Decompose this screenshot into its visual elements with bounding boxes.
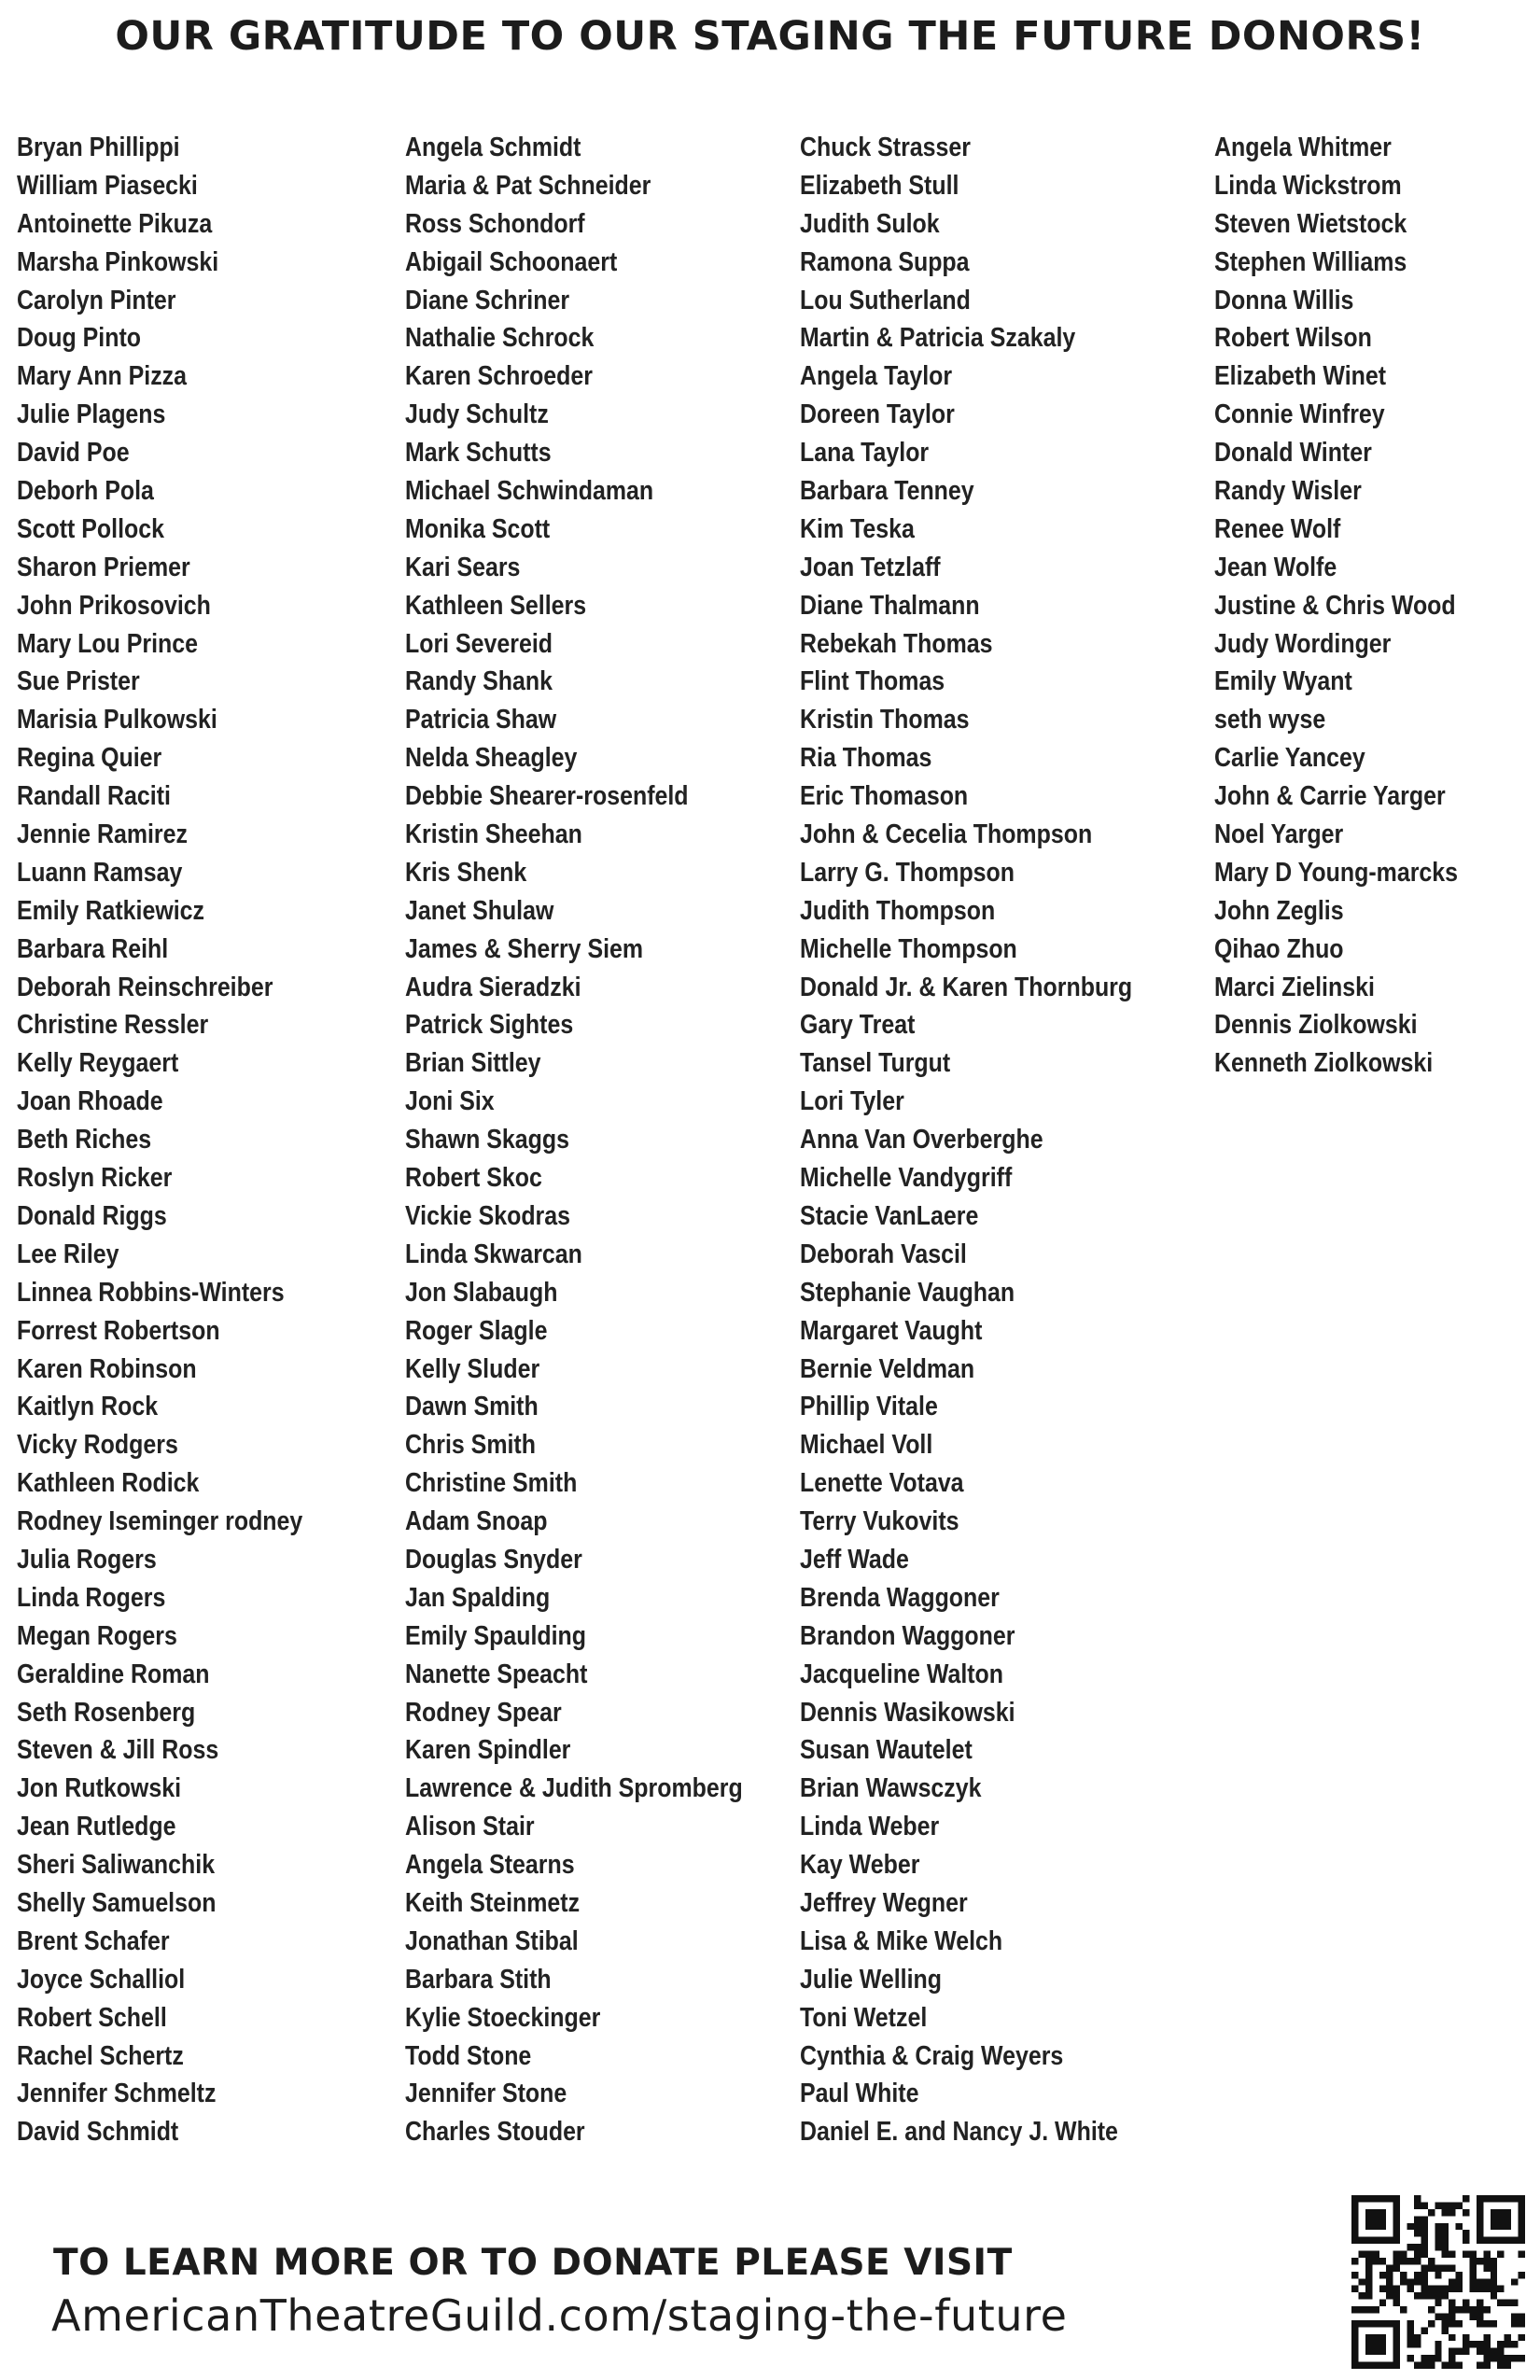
- donor-name: Marisia Pulkowski: [17, 705, 217, 735]
- donor-name: Julie Plagens: [17, 399, 166, 430]
- donor-name: Jan Spalding: [405, 1582, 551, 1613]
- donor-name: Todd Stone: [405, 2040, 532, 2071]
- donor-name: Joan Tetzlaff: [800, 552, 941, 582]
- donor-name: Qihao Zhuo: [1214, 933, 1344, 964]
- donor-name: Dennis Ziolkowski: [1214, 1010, 1418, 1041]
- donor-name: Antoinette Pikuza: [17, 208, 213, 239]
- page-title: OUR GRATITUDE TO OUR STAGING THE FUTURE DONORS!: [115, 13, 1425, 60]
- donor-name: Deborah Vascil: [800, 1239, 967, 1269]
- donor-column-4: [1214, 129, 1498, 1083]
- donor-name: Angela Whitmer: [1214, 133, 1392, 162]
- donor-name: Roger Slagle: [405, 1315, 548, 1346]
- donor-name: Deborh Pola: [17, 476, 154, 507]
- donor-name: Donna Willis: [1214, 285, 1354, 315]
- donor-name: Jennie Ramirez: [17, 819, 188, 850]
- donor-name: Linnea Robbins-Winters: [17, 1277, 285, 1308]
- donor-name: Lisa & Mike Welch: [800, 1925, 1003, 1956]
- donor-name: Ramona Suppa: [800, 246, 970, 277]
- donor-name: Flint Thomas: [800, 666, 945, 697]
- donor-name: Elizabeth Winet: [1214, 361, 1387, 392]
- donor-name: John Prikosovich: [17, 590, 211, 621]
- donor-name: Linda Wickstrom: [1214, 170, 1402, 201]
- donate-url-link[interactable]: AmericanTheatreGuild.com/staging-the-future: [51, 2290, 1068, 2341]
- donor-name: Joni Six: [405, 1086, 495, 1117]
- donor-name: James & Sherry Siem: [405, 933, 644, 964]
- donor-name: Steven & Jill Ross: [17, 1735, 219, 1766]
- donor-name: Terry Vukovits: [800, 1506, 959, 1537]
- donor-name: Dawn Smith: [405, 1392, 539, 1422]
- donor-name: Connie Winfrey: [1214, 399, 1385, 430]
- donor-name: Christine Smith: [405, 1468, 578, 1499]
- qr-code-icon[interactable]: [1351, 2195, 1525, 2369]
- donor-name: Emily Spaulding: [405, 1620, 587, 1651]
- donor-name: Susan Wautelet: [800, 1735, 973, 1766]
- donor-name: Elizabeth Stull: [800, 170, 959, 201]
- donor-name: seth wyse: [1214, 705, 1326, 735]
- donor-name: Alison Stair: [405, 1812, 535, 1842]
- donor-name: Bernie Veldman: [800, 1353, 975, 1384]
- donor-name: Angela Schmidt: [405, 133, 581, 162]
- donor-name: Shawn Skaggs: [405, 1125, 570, 1155]
- donor-name: Charles Stouder: [405, 2117, 585, 2148]
- donor-name: Vicky Rodgers: [17, 1430, 178, 1461]
- donor-name: Vickie Skodras: [405, 1200, 571, 1231]
- donor-name: Kristin Thomas: [800, 705, 970, 735]
- donor-name: John & Carrie Yarger: [1214, 781, 1446, 812]
- donor-name: Donald Winter: [1214, 438, 1372, 469]
- donor-name: Linda Rogers: [17, 1582, 166, 1613]
- donor-name: Ross Schondorf: [405, 208, 585, 239]
- donor-name: Anna Van Overberghe: [800, 1125, 1043, 1155]
- donor-name: Doreen Taylor: [800, 399, 955, 430]
- donor-name: Nathalie Schrock: [405, 323, 595, 354]
- donor-name: Jennifer Stone: [405, 2079, 567, 2109]
- donor-name: Stephanie Vaughan: [800, 1277, 1015, 1308]
- donor-name: Dennis Wasikowski: [800, 1697, 1015, 1728]
- donor-name: Jon Rutkowski: [17, 1773, 182, 1804]
- donor-name: Donald Riggs: [17, 1200, 167, 1231]
- donor-name: Steven Wietstock: [1214, 208, 1407, 239]
- donor-name: Rodney Iseminger rodney: [17, 1506, 303, 1537]
- donor-name: Luann Ramsay: [17, 857, 183, 888]
- donor-name: Michelle Thompson: [800, 933, 1017, 964]
- donor-name: Randall Raciti: [17, 781, 171, 812]
- donor-name: Kris Shenk: [405, 857, 527, 888]
- donor-name: John & Cecelia Thompson: [800, 819, 1093, 850]
- donor-name: Forrest Robertson: [17, 1315, 220, 1346]
- donor-name: Lori Tyler: [800, 1086, 904, 1117]
- donor-name: Mary Lou Prince: [17, 628, 199, 659]
- donor-name: Ria Thomas: [800, 743, 932, 774]
- donor-name: Jacqueline Walton: [800, 1659, 1004, 1689]
- donor-name: Geraldine Roman: [17, 1659, 210, 1689]
- donor-name: Michael Schwindaman: [405, 476, 654, 507]
- donor-name: Linda Skwarcan: [405, 1239, 582, 1269]
- donor-name: Kari Sears: [405, 552, 521, 582]
- donor-name: Marci Zielinski: [1214, 972, 1375, 1002]
- donor-name: Marsha Pinkowski: [17, 246, 219, 277]
- donor-name: Judith Sulok: [800, 208, 940, 239]
- donor-name: Noel Yarger: [1214, 819, 1344, 850]
- donor-name: Lana Taylor: [800, 438, 930, 469]
- donor-name: Lou Sutherland: [800, 285, 971, 315]
- donor-name: Doug Pinto: [17, 323, 141, 354]
- donor-name: Judith Thompson: [800, 895, 996, 926]
- donor-name: Brian Wawsczyk: [800, 1773, 982, 1804]
- donor-name: Jeff Wade: [800, 1544, 909, 1575]
- donor-name: Patrick Sightes: [405, 1010, 574, 1041]
- donor-name: Stacie VanLaere: [800, 1200, 979, 1231]
- donor-name: Jon Slabaugh: [405, 1277, 558, 1308]
- donor-name: Eric Thomason: [800, 781, 969, 812]
- donor-name: Lee Riley: [17, 1239, 119, 1269]
- donor-name: Tansel Turgut: [800, 1048, 951, 1079]
- donor-name: Martin & Patricia Szakaly: [800, 323, 1076, 354]
- donor-name: Maria & Pat Schneider: [405, 170, 651, 201]
- donor-name: Jean Rutledge: [17, 1812, 176, 1842]
- donor-name: Adam Snoap: [405, 1506, 548, 1537]
- donor-name: Robert Schell: [17, 2002, 167, 2033]
- donor-name: Janet Shulaw: [405, 895, 554, 926]
- donor-name: Barbara Tenney: [800, 476, 974, 507]
- donor-name: Carolyn Pinter: [17, 285, 176, 315]
- donor-name: Douglas Snyder: [405, 1544, 582, 1575]
- donor-name: Toni Wetzel: [800, 2002, 928, 2033]
- donor-name: Robert Skoc: [405, 1163, 542, 1194]
- donor-column-3: [800, 129, 1186, 2151]
- donor-name: Kay Weber: [800, 1850, 920, 1881]
- donor-name: Linda Weber: [800, 1812, 940, 1842]
- donor-name: Beth Riches: [17, 1125, 152, 1155]
- donor-name: Phillip Vitale: [800, 1392, 938, 1422]
- donor-name: Mark Schutts: [405, 438, 552, 469]
- donor-name: Margaret Vaught: [800, 1315, 983, 1346]
- donor-name: Lori Severeid: [405, 628, 553, 659]
- donor-name: Rodney Spear: [405, 1697, 562, 1728]
- donor-name: Debbie Shearer-rosenfeld: [405, 781, 689, 812]
- donor-name: Judy Wordinger: [1214, 628, 1392, 659]
- donor-name: Julia Rogers: [17, 1544, 157, 1575]
- donor-name: Renee Wolf: [1214, 513, 1341, 544]
- donor-name: Jean Wolfe: [1214, 552, 1337, 582]
- donor-name: Gary Treat: [800, 1010, 916, 1041]
- donor-name: Angela Taylor: [800, 361, 953, 392]
- donor-name: Mary D Young-marcks: [1214, 857, 1459, 888]
- donor-name: David Poe: [17, 438, 130, 469]
- donor-name: Kylie Stoeckinger: [405, 2002, 601, 2033]
- donor-column-1: [17, 129, 349, 2151]
- donor-name: Jonathan Stibal: [405, 1925, 579, 1956]
- donor-name: Brian Sittley: [405, 1048, 541, 1079]
- donor-name: Nanette Speacht: [405, 1659, 588, 1689]
- donor-name: Christine Ressler: [17, 1010, 209, 1041]
- donor-name: William Piasecki: [17, 170, 198, 201]
- donor-name: Kaitlyn Rock: [17, 1392, 159, 1422]
- donor-name: Jeffrey Wegner: [800, 1887, 968, 1918]
- donor-name: Chuck Strasser: [800, 133, 971, 162]
- donor-name: Brandon Waggoner: [800, 1620, 1015, 1651]
- donor-name: Nelda Sheagley: [405, 743, 578, 774]
- donor-name: Regina Quier: [17, 743, 162, 774]
- donor-name: Keith Steinmetz: [405, 1887, 581, 1918]
- donor-name: Bryan Phillippi: [17, 133, 180, 162]
- donate-call-to-action: TO LEARN MORE OR TO DONATE PLEASE VISIT: [53, 2242, 1013, 2284]
- donor-name: Audra Sieradzki: [405, 972, 581, 1002]
- donor-name: Rebekah Thomas: [800, 628, 993, 659]
- donor-name: Stephen Williams: [1214, 246, 1407, 277]
- donor-name: Karen Schroeder: [405, 361, 593, 392]
- donor-name: Angela Stearns: [405, 1850, 575, 1881]
- donor-name: Judy Schultz: [405, 399, 549, 430]
- donor-name: Deborah Reinschreiber: [17, 972, 273, 1002]
- donor-name: Joan Rhoade: [17, 1086, 163, 1117]
- donor-name: Mary Ann Pizza: [17, 361, 188, 392]
- donor-name: Sheri Saliwanchik: [17, 1850, 216, 1881]
- donor-name: Karen Robinson: [17, 1353, 197, 1384]
- donor-name: Kenneth Ziolkowski: [1214, 1048, 1434, 1079]
- donor-name: Daniel E. and Nancy J. White: [800, 2117, 1118, 2148]
- donor-name: Carlie Yancey: [1214, 743, 1365, 774]
- donor-name: Seth Rosenberg: [17, 1697, 196, 1728]
- donor-name: Karen Spindler: [405, 1735, 571, 1766]
- donor-name: Michael Voll: [800, 1430, 933, 1461]
- donor-name: Scott Pollock: [17, 513, 164, 544]
- donor-name: Randy Wisler: [1214, 476, 1362, 507]
- donor-name: Abigail Schoonaert: [405, 246, 618, 277]
- donor-name: Michelle Vandygriff: [800, 1163, 1013, 1194]
- donor-name: Diane Schriner: [405, 285, 570, 315]
- donor-name: Kelly Sluder: [405, 1353, 540, 1384]
- donor-name: Monika Scott: [405, 513, 551, 544]
- donor-name: Megan Rogers: [17, 1620, 177, 1651]
- donor-name: Emily Wyant: [1214, 666, 1352, 697]
- donor-name: David Schmidt: [17, 2117, 179, 2148]
- donor-name: Cynthia & Craig Weyers: [800, 2040, 1064, 2071]
- donor-name: Kelly Reygaert: [17, 1048, 179, 1079]
- donor-name: Kathleen Sellers: [405, 590, 587, 621]
- donor-name: John Zeglis: [1214, 895, 1344, 926]
- donor-name: Randy Shank: [405, 666, 553, 697]
- donor-name: Donald Jr. & Karen Thornburg: [800, 972, 1133, 1002]
- donor-name: Jennifer Schmeltz: [17, 2079, 217, 2109]
- donor-name: Rachel Schertz: [17, 2040, 184, 2071]
- donor-name: Diane Thalmann: [800, 590, 980, 621]
- donor-name: Roslyn Ricker: [17, 1163, 173, 1194]
- donor-name: Justine & Chris Wood: [1214, 590, 1456, 621]
- donor-name: Barbara Stith: [405, 1964, 552, 1995]
- donor-name: Kim Teska: [800, 513, 915, 544]
- donor-name: Brent Schafer: [17, 1925, 170, 1956]
- donor-name: Sue Prister: [17, 666, 140, 697]
- donor-name: Emily Ratkiewicz: [17, 895, 204, 926]
- donor-column-2: [405, 129, 798, 2151]
- donor-name: Julie Welling: [800, 1964, 942, 1995]
- donor-name: Kristin Sheehan: [405, 819, 582, 850]
- donor-name: Kathleen Rodick: [17, 1468, 200, 1499]
- donor-name: Robert Wilson: [1214, 323, 1372, 354]
- donor-name: Larry G. Thompson: [800, 857, 1015, 888]
- donor-name: Brenda Waggoner: [800, 1582, 1000, 1613]
- donor-name: Barbara Reihl: [17, 933, 169, 964]
- donor-name: Joyce Schalliol: [17, 1964, 186, 1995]
- donor-name: Lenette Votava: [800, 1468, 964, 1499]
- donor-name: Paul White: [800, 2079, 919, 2109]
- donor-name: Chris Smith: [405, 1430, 536, 1461]
- donor-name: Patricia Shaw: [405, 705, 557, 735]
- donor-name: Lawrence & Judith Spromberg: [405, 1773, 743, 1804]
- donor-name: Sharon Priemer: [17, 552, 190, 582]
- donor-name: Shelly Samuelson: [17, 1887, 217, 1918]
